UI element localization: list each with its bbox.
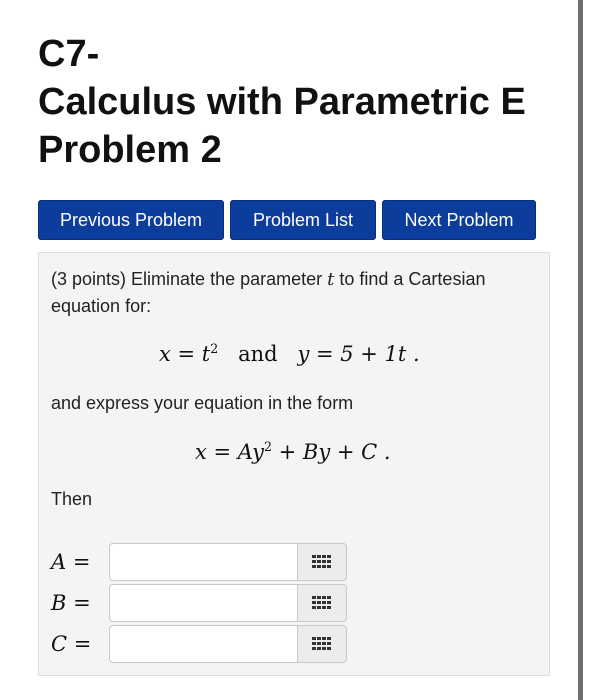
- target-form-post: + By + C .: [271, 440, 391, 464]
- then-label: Then: [51, 489, 93, 509]
- page-edge: [583, 0, 589, 700]
- keyboard-glyph: [311, 636, 333, 652]
- keyboard-icon[interactable]: [297, 584, 347, 622]
- answer-row-c: [51, 624, 347, 664]
- express-instruction: and express your equation in the form: [51, 393, 354, 413]
- answer-label-c: C =: [51, 632, 92, 656]
- keyboard-glyph: [311, 554, 333, 570]
- problem-list-button[interactable]: Problem List: [230, 200, 376, 240]
- problem-intro: [51, 266, 531, 320]
- parameter-symbol: t: [327, 269, 335, 290]
- y-equation: y = 5 + 1t .: [297, 342, 420, 366]
- intro-suffix: to find a Cartesian equation for:: [51, 269, 486, 316]
- problem-panel: [38, 252, 550, 676]
- page-title: [38, 30, 578, 174]
- previous-problem-button[interactable]: Previous Problem: [38, 200, 224, 240]
- answer-label-a: A =: [51, 550, 91, 574]
- parametric-equations: [159, 341, 420, 367]
- title-line-1: C7-: [38, 33, 100, 75]
- answer-a-input[interactable]: [109, 543, 297, 581]
- x-equation-exponent: 2: [210, 341, 219, 356]
- answer-symbol-b: B: [51, 591, 67, 615]
- answer-b-input[interactable]: [109, 584, 297, 622]
- intro-prefix: (3 points) Eliminate the parameter: [51, 269, 328, 289]
- x-equation-text: x = t: [159, 342, 211, 366]
- title-line-2: Calculus with Parametric E: [38, 81, 526, 123]
- x-equation: [159, 342, 218, 366]
- keyboard-icon[interactable]: [297, 625, 347, 663]
- title-line-3: Problem 2: [38, 129, 222, 171]
- answer-symbol-a: A: [51, 550, 67, 574]
- answer-symbol-c: C: [51, 632, 68, 656]
- answer-label-b: B =: [51, 591, 91, 615]
- answer-c-input[interactable]: [109, 625, 297, 663]
- next-problem-button[interactable]: Next Problem: [382, 200, 536, 240]
- answer-row-a: [51, 542, 347, 582]
- target-form-equation: [195, 439, 391, 464]
- keyboard-icon[interactable]: [297, 543, 347, 581]
- target-form-exponent: 2: [263, 439, 272, 454]
- target-form-pre: x = Ay: [195, 440, 264, 464]
- keyboard-glyph: [311, 595, 333, 611]
- problem-nav: [38, 200, 536, 240]
- and-word: and: [238, 342, 278, 366]
- answer-row-b: [51, 583, 347, 623]
